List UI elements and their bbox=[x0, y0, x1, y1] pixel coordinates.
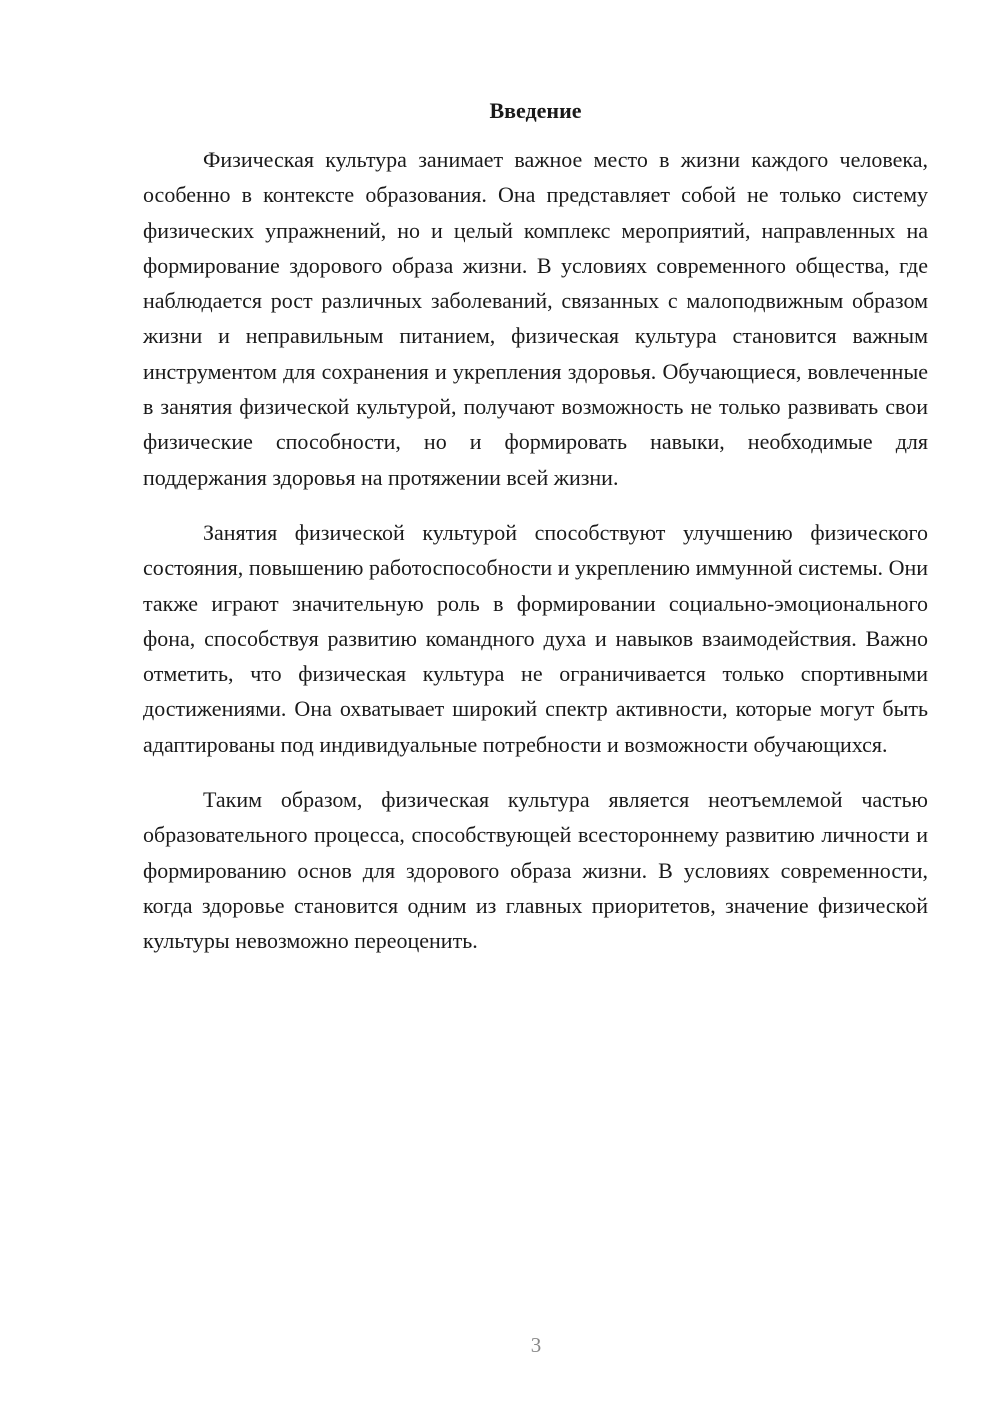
paragraph-1: Физическая культура занимает важное место в жизни каждого человека, особенно в контексте образования. Она представляет собой не только систему физических упражнений, но и целый комплекс мероприятий, направленных на формирование здорового образа жизни. В условиях современного общества, где наблюдается рост различных заболеваний, связанных с малоподвижным образом жизни и неправильным питанием, физическая культура становится важным инструментом для сохранения и укрепления здоровья. Обучающиеся, вовлеченные в занятия физической культурой, получают возможность не только развивать свои физические способности, но и формировать навыки, необходимые для поддержания здоровья на протяжении всей жизни. bbox=[143, 147, 928, 490]
paragraph-3: Таким образом, физическая культура является неотъемлемой частью образовательного процесса, способствующей всестороннему развитию личности и формированию основ для здорового образа жизни. В условиях современности, когда здоровье становится одним из главных приоритетов, значение физической культуры невозможно переоценить. bbox=[143, 787, 928, 954]
paragraph-2: Занятия физической культурой способствуют улучшению физического состояния, повышению работоспособности и укреплению иммунной системы. Они также играют значительную роль в формировании социально-эмоционального фона, способствуя развитию командного духа и навыков взаимодействия. Важно отметить, что физическая культура не ограничивается только спортивными достижениями. Она охватывает широкий спектр активности, которые могут быть адаптированы под индивидуальные потребности и возможности обучающихся. bbox=[143, 519, 928, 757]
page-number: 3 bbox=[530, 1333, 542, 1357]
section-title: Введение bbox=[489, 98, 582, 123]
page-content bbox=[143, 96, 928, 979]
